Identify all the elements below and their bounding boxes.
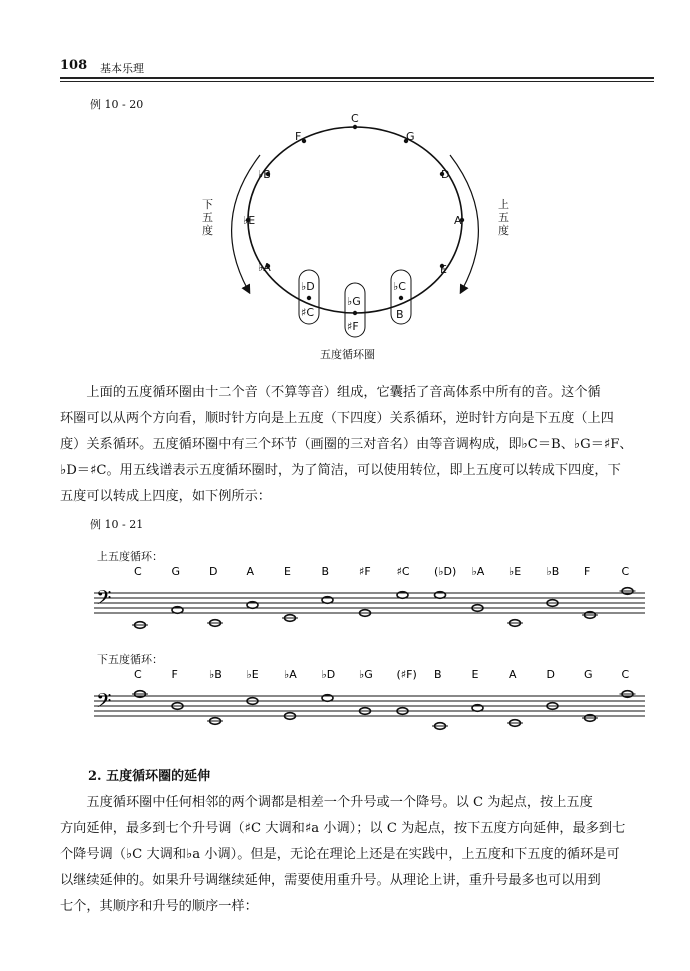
upper-note-name: ♯C [396,565,410,578]
key-label-d: D [441,168,450,181]
lower-staff-title: 下五度循环： [97,653,163,666]
upper-note-name: A [246,565,255,578]
staff-upper-fifths [90,563,650,633]
lower-note-name: F [171,668,178,681]
paragraph-line: 个降号调（♭C 大调和♭a 小调）。但是，无论在理论上还是在实践中，上五度和下五度的循环是可 [60,847,620,862]
right-label-1: 上 [498,198,509,211]
lower-note-name: ♭D [321,668,336,681]
page-number: 108 [60,58,88,73]
lower-note-name: ♭E [246,668,259,681]
paragraph-line: 七个，其顺序和升号的顺序一样： [60,899,258,914]
key-label-a: A [454,214,462,227]
lower-note-name: B [434,668,442,681]
header-rule-thick [60,77,654,79]
upper-note-name: ♭B [546,565,560,578]
key-label-b: B [396,308,404,321]
paragraph-line: 度）关系循环。五度循环圈中有三个环节（画圈的三对音名）由等音调构成，即♭C＝B、♭G＝♯F、 [60,437,633,452]
lower-note-name: D [546,668,555,681]
section-heading: 2. 五度循环圈的延伸 [88,769,211,784]
lower-note-name: G [584,668,593,681]
upper-staff-title: 上五度循环： [97,550,163,563]
paragraph-line: 环圈可以从两个方向看，顺时针方向是上五度（下四度）关系循环，逆时针方向是下五度（上四 [60,411,614,426]
page-header [60,58,654,82]
example-label-10-20: 例 10 - 20 [90,98,144,111]
paragraph-extension [60,790,654,920]
key-label-c: C [351,112,359,125]
book-title: 基本乐理 [100,62,144,75]
upper-note-name: (♭D) [434,565,457,578]
lower-note-name: C [134,668,142,681]
key-label-fs: ♯F [347,320,359,333]
upper-note-name: B [321,565,330,578]
left-label-2: 五 [202,211,213,224]
bass-clef-icon: 𝄢 [96,689,112,717]
upper-note-name: ♭A [471,565,485,578]
diagram-caption: 五度循环圈 [320,348,375,361]
key-label-f: F [295,130,302,143]
header-rule-thin [60,81,654,82]
key-label-g: G [406,130,415,143]
left-label-1: 下 [202,198,213,211]
key-label-e: E [440,263,447,276]
key-label-eb: ♭E [243,214,256,227]
circle-of-fifths-diagram [190,110,520,360]
right-label-3: 度 [498,224,509,237]
key-label-db: ♭D [301,280,315,293]
upper-note-name: G [171,565,181,578]
paragraph-line: 五度循环圈中任何相邻的两个调都是相差一个升号或一个降号。以 C 为起点，按上五度 [86,795,593,810]
lower-note-name: ♭B [209,668,222,681]
upper-note-name: ♯F [359,565,371,578]
paragraph-line: 五度可以转成上四度，如下例所示： [60,489,271,504]
left-label-3: 度 [202,224,213,237]
lower-note-name: A [509,668,517,681]
key-label-cs: ♯C [301,306,315,319]
key-label-bb: ♭B [258,168,271,181]
staff-lower-fifths [90,666,650,736]
lower-note-name: ♭G [359,668,373,681]
upper-note-name: D [209,565,218,578]
paragraph-line: ♭D＝♯C。用五线谱表示五度循环圈时，为了简洁，可以使用转位，即上五度可以转成下四度，下 [60,463,621,478]
right-label-2: 五 [498,211,509,224]
key-label-cb: ♭C [393,280,406,293]
upper-note-name: E [284,565,291,578]
example-label-10-21: 例 10 - 21 [90,518,144,531]
upper-note-name: C [621,565,630,578]
fifths-circle [248,127,462,313]
lower-note-name: C [621,668,630,681]
bass-clef-icon: 𝄢 [96,586,112,614]
lower-note-name: E [471,668,479,681]
paragraph-line: 方向延伸，最多到七个升号调（♯C 大调和♯a 小调）；以 C 为起点，按下五度方向延伸，最多到七 [60,821,626,836]
upper-note-name: ♭E [509,565,522,578]
paragraph-intro [60,380,654,510]
paragraph-line: 上面的五度循环圈由十二个音（不算等音）组成，它囊括了音高体系中所有的音。这个循 [86,385,601,400]
key-label-ab: ♭A [258,261,271,274]
note-dots [246,125,464,315]
upper-note-name: C [134,565,142,578]
paragraph-line: 以继续延伸的。如果升号调继续延伸，需要使用重升号。从理论上讲，重升号最多也可以用到 [60,873,601,888]
upper-note-name: F [584,565,591,578]
key-label-gb: ♭G [347,295,361,308]
lower-note-name: (♯F) [396,668,417,681]
lower-note-name: ♭A [284,668,297,681]
